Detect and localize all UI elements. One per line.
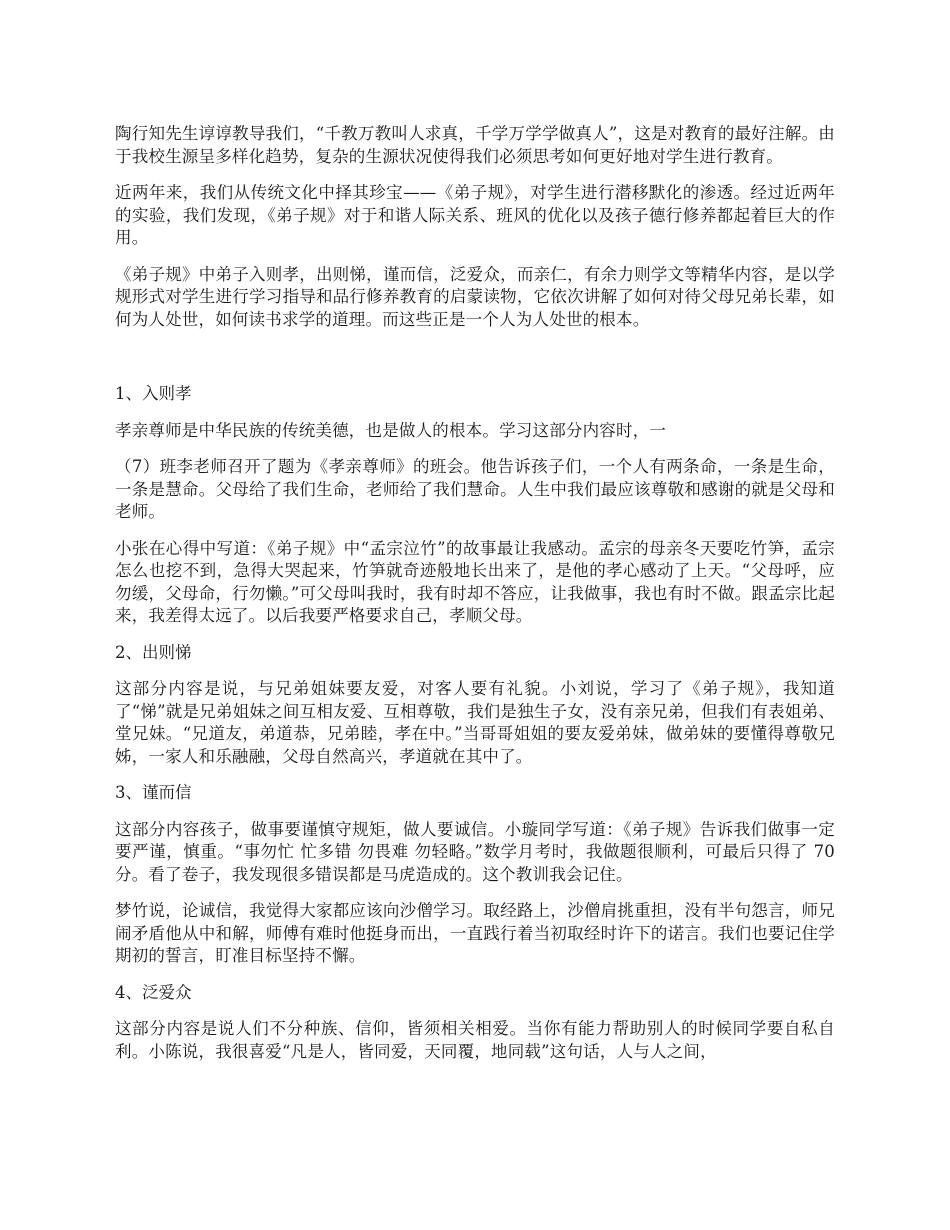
section-paragraph: 孝亲尊师是中华民族的传统美德，也是做人的根本。学习这部分内容时，一 <box>115 420 667 440</box>
section-chuzeti <box>115 642 835 769</box>
section-heading: 2、出则悌 <box>115 642 192 662</box>
section-paragraph: 这部分内容是说，与兄弟姐妹要友爱，对客人要有礼貌。小刘说，学习了《弟子规》，我知道了“悌”就是兄弟姐妹之间互相友爱、互相尊敬，我们是独生子女，没有亲兄弟，但我们有表姐弟、堂兄妹。“兄道友，弟道恭，兄弟睦，孝在中。”当哥哥姐姐的要友爱弟妹，做弟妹的要懂得尊敬兄姊，一家人和乐融融，父母自然高兴，孝道就在其中了。 <box>115 679 835 766</box>
section-heading: 1、入则孝 <box>115 384 192 403</box>
section-ruzexiao <box>115 383 835 628</box>
section-heading: 4、泛爱众 <box>115 982 192 1002</box>
intro-paragraph: 《弟子规》中弟子入则孝，出则悌，谨而信，泛爱众，而亲仁，有余力则学文等精华内容，是以学规形式对学生进行学习指导和品行修养教育的启蒙读物，它依次讲解了如何对待父母兄弟长辈，如何为人处世，如何读书求学的道理。而这些正是一个人为人处世的根本。 <box>115 264 835 329</box>
section-fanaizhong <box>115 982 835 1064</box>
section-paragraph: 这部分内容孩子，做事要谨慎守规矩，做人要诚信。小璇同学写道：《弟子规》告诉我们做事一定要严谨，慎重。“事勿忙 忙多错 勿畏难 勿轻略。”数学月考时，我做题很顺利，可最后只得了 70 分。看了卷子，我发现很多错误都是马虎造成的。这个教训我会记住。 <box>115 819 835 884</box>
section-paragraph: 小张在心得中写道：《弟子规》中“孟宗泣竹”的故事最让我感动。孟宗的母亲冬天要吃竹笋，孟宗怎么也挖不到，急得大哭起来，竹笋就奇迹般地长出来了，是他的孝心感动了上天。“父母呼，应勿缓，父母命，行勿懒。”可父母叫我时，我有时却不答应，让我做事，我也有时不做。跟孟宗比起来，我差得太远了。以后我要严格要求自己，孝顺父母。 <box>115 538 835 625</box>
section-jinerxin <box>115 782 835 968</box>
section-heading: 3、谨而信 <box>115 783 192 802</box>
intro-paragraph: 近两年来，我们从传统文化中择其珍宝——《弟子规》，对学生进行潜移默化的渗透。经过近两年的实验，我们发现，《弟子规》对于和谐人际关系、班风的优化以及孩子德行修养都起着巨大的作用。 <box>115 183 835 247</box>
intro-paragraph: 陶行知先生谆谆教导我们，“千教万教叫人求真，千学万学学做真人”，这是对教育的最好注解。由于我校生源呈多样化趋势，复杂的生源状况使得我们必须思考如何更好地对学生进行教育。 <box>115 124 835 166</box>
section-paragraph: 这部分内容是说人们不分种族、信仰，皆须相关相爱。当你有能力帮助别人的时候同学要自私自利。小陈说，我很喜爱“凡是人，皆同爱，天同覆，地同载”这句话，人与人之间， <box>115 1019 835 1061</box>
section-spacer <box>115 345 835 383</box>
section-paragraph: （7）班李老师召开了题为《孝亲尊师》的班会。他告诉孩子们，一个人有两条命，一条是生命，一条是慧命。父母给了我们生命，老师给了我们慧命。人生中我们最应该尊敬和感谢的就是父母和老师。 <box>115 457 835 521</box>
section-paragraph: 梦竹说，论诚信，我觉得大家都应该向沙僧学习。取经路上，沙僧肩挑重担，没有半句怨言，师兄闹矛盾他从中和解，师傅有难时他挺身而出，一直践行着当初取经时许下的诺言。我们也要记住学期初的誓言，盯准目标坚持不懈。 <box>115 901 835 965</box>
document-body <box>115 123 835 1077</box>
